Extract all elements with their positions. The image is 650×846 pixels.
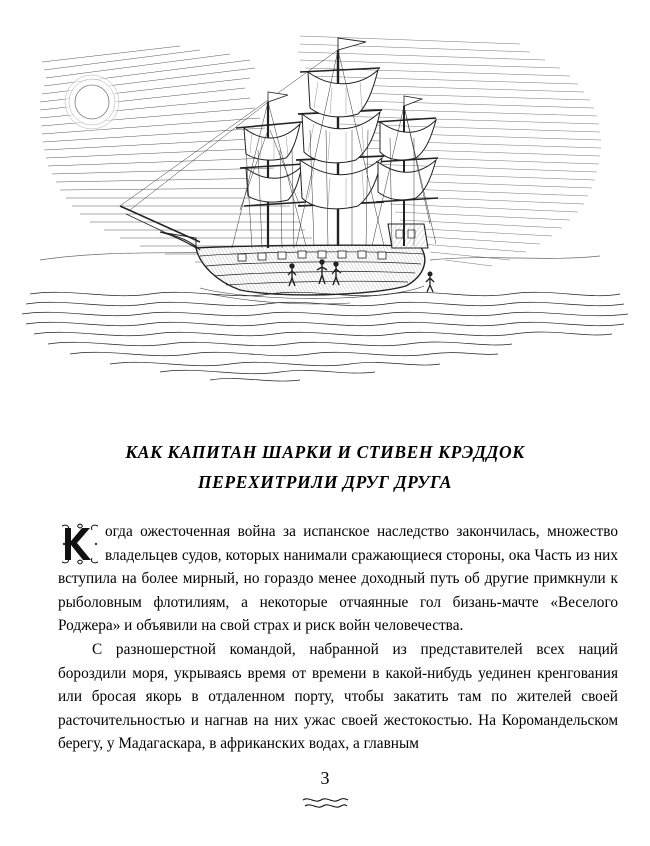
paragraph-2 [58, 638, 618, 756]
chapter-title-line-1: КАК КАПИТАН ШАРКИ И СТИВЕН КРЭДДОК [125, 442, 525, 462]
paragraph-2-text: С разношерстной командой, набранной из представителей всех наций бороздили моря, укрываясь время от времени в какой-нибудь уединен кренгования или бросая якорь в отдаленном порту, чтобы закатить там по жителей своей расточительностью и нагнав на них ужас своей жестокостью. На Коромандельском берегу, у Мадагаскара, в африканских водах, а главным [58, 640, 618, 753]
paragraph-1 [58, 520, 618, 638]
pirate-ship-engraving [0, 10, 650, 410]
ship-sails [244, 70, 436, 209]
sun-icon [62, 72, 122, 132]
chapter-title-line-2: ПЕРЕХИТРИЛИ ДРУГ ДРУГА [197, 472, 453, 492]
chapter-title [60, 437, 590, 497]
page-number: 3 [320, 768, 330, 788]
drop-cap-ornament [58, 522, 102, 566]
sailing-ship [120, 38, 438, 295]
wave-ornament [0, 795, 650, 816]
ship-hull [120, 206, 428, 295]
sea-waves [22, 292, 628, 381]
paragraph-1-text: огда ожесточенная война за испанское наследство закончилась, множество владельцев судов, которых нанимали сражающиеся стороны, ока Часть из них вступила на более мирный, но гораздо менее доходный путь об другие примкнули к рыболовным флотилиям, а некоторые отчаянные гол бизань-мачте «Веселого Роджера» и объявили на свой страх и риск войн человечества. [58, 523, 618, 635]
chapter-body [58, 520, 618, 756]
